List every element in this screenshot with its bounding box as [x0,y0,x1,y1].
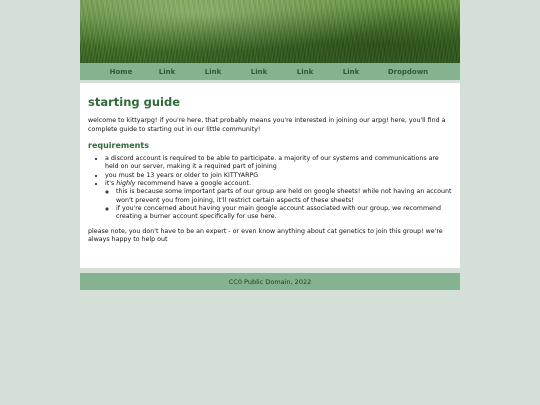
grass-banner-image [80,0,460,63]
nav-link-2[interactable]: Link [204,67,222,76]
footer [80,273,460,290]
content-card [80,83,460,268]
nav-link-3[interactable]: Link [250,67,268,76]
requirement-google-emphasis: highly [116,180,136,188]
requirement-google-pre: it's [105,180,117,188]
footer-text: CC0 Public Domain, 2022 [228,277,312,286]
top-nav [80,63,460,80]
google-sub-reason: ◦ this is because some important parts of our group are held on google sheets! while not having an account won't prevent you from joining, it'll restrict certain aspects of these sheets! [116,188,452,205]
note-paragraph: please note, you don't have to be an expert - or even know anything about cat genetics to join this group! we're always happy to help out [88,227,443,244]
requirements-list [88,155,452,221]
nav-link-1[interactable]: Link [158,67,176,76]
page-container [80,0,460,290]
nav-home-link[interactable]: Home [109,67,133,76]
google-sublist [105,188,452,221]
requirements-heading: requirements [88,141,149,151]
nav-dropdown[interactable]: Dropdown [387,67,429,76]
requirement-age: • you must be 13 years or older to join KITTYARPG [105,172,452,180]
requirement-google [105,180,452,221]
intro-paragraph: welcome to kittyarpg! if you're here, that probably means you're interested in joining our arpg! here, you'll find a complete guide to starting out in our little community! [88,117,446,133]
page-title: starting guide [88,95,181,109]
requirement-google-post: recommend have a google account. [135,180,251,188]
requirement-discord: • a discord account is required to be able to participate. a majority of our systems and communications are held on our server, making it a required part of joining [105,155,452,172]
nav-link-4[interactable]: Link [296,67,314,76]
google-sub-burner: ◦ if you're concerned about having your main google account associated with our group, we recommend creating a burner account specifically for use here. [116,205,452,222]
nav-link-5[interactable]: Link [342,67,360,76]
